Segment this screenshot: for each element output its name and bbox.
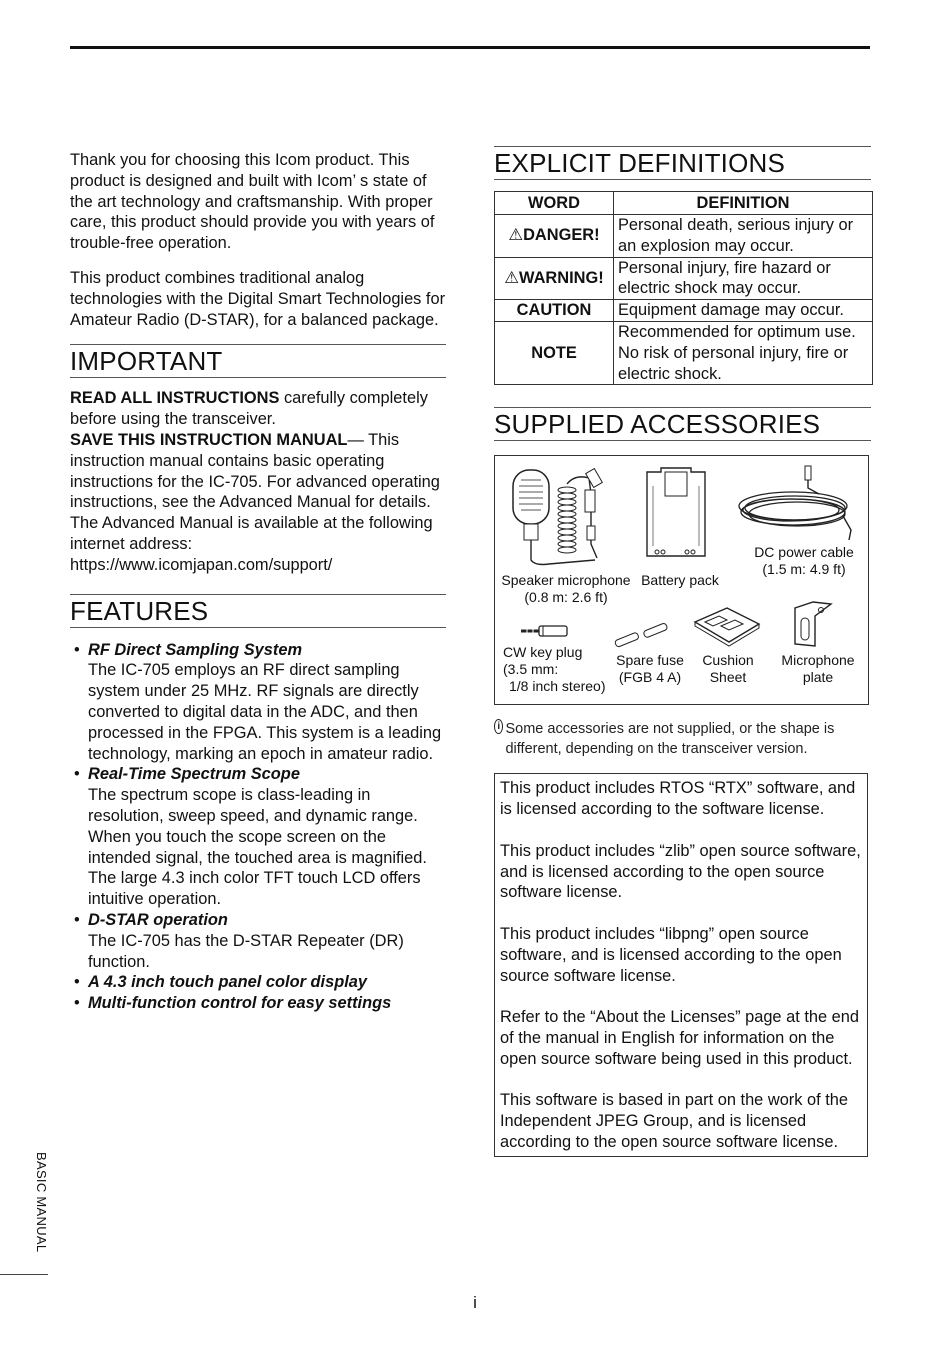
microphone-plate-name: Microphone: [781, 652, 855, 669]
accessories-title: SUPPLIED ACCESSORIES: [494, 407, 871, 441]
feature-item: [70, 993, 446, 1014]
definitions-table: [494, 191, 873, 385]
word-cell: [495, 321, 614, 384]
definition-cell: Personal death, serious injury or an explosion may occur.: [614, 215, 873, 258]
word-cell: [495, 215, 614, 258]
cw-key-plug-spec-2: 1/8 inch stereo): [509, 678, 606, 695]
intro-paragraph-1: Thank you for choosing this Icom product. This product is designed and built with Icom’ s state of the art technology and craftsmanship. With proper care, this product should provide you with years of trouble-free operation.: [70, 151, 435, 253]
feature-item: [70, 764, 446, 910]
feature-title: • D-STAR operation: [88, 910, 228, 929]
cushion-sheet-icon: [691, 604, 763, 648]
cw-key-plug-spec-1: (3.5 mm:: [503, 661, 559, 678]
save-manual-text: — This instruction manual contains basic operating instructions for the IC-705. For advanced operating instructions, see the Advanced Manual for details.: [70, 430, 440, 512]
support-url: https://www.icomjapan.com/support/: [70, 555, 333, 574]
speaker-microphone-icon: [505, 464, 625, 570]
intro-paragraph-2: This product combines traditional analog technologies with the Digital Smart Technologies for Amateur Radio (D-STAR), for a balanced package.: [70, 268, 446, 329]
feature-item: [70, 910, 446, 972]
dc-power-cable-length: (1.5 m: 4.9 ft): [762, 561, 846, 578]
feature-item: [70, 640, 446, 765]
word-label: CAUTION: [516, 301, 592, 320]
cushion-sheet-name: Cushion: [702, 652, 754, 669]
table-header-row: [495, 192, 873, 215]
advanced-manual-text: The Advanced Manual is available at the following internet address:: [70, 514, 433, 553]
spare-fuse-label: [607, 652, 693, 686]
warning-triangle-icon: ⚠: [504, 268, 519, 287]
definition-cell: Recommended for optimum use. No risk of personal injury, fire or electric shock.: [614, 321, 873, 384]
license-zlib: This product includes “zlib” open source software, and is licensed according to the open source software license.: [500, 841, 861, 902]
features-list: [70, 640, 446, 1014]
side-rule: [0, 1274, 48, 1275]
word-cell: [495, 257, 614, 300]
table-row: [495, 300, 873, 322]
info-icon: i: [494, 719, 503, 734]
spare-fuse-icon: [613, 622, 675, 652]
battery-pack-label: Battery pack: [641, 572, 719, 589]
feature-text: The IC-705 employs an RF direct sampling system under 25 MHz. RF signals are directly converted to digital data in the ADC, and then processed in the FPGA. This system is a leading technology, marking an epoch in amateur radio.: [88, 661, 442, 763]
feature-text: The spectrum scope is class-leading in resolution, sweep speed, and dynamic range. When you touch the scope screen on the intended signal, the touched area is magnified. The large 4.3 inch color TFT touch LCD offers intuitive operation.: [88, 786, 427, 909]
word-label: NOTE: [531, 343, 577, 362]
word-label: DANGER!: [523, 226, 600, 245]
top-rule: [70, 46, 870, 49]
license-box: [494, 773, 868, 1156]
feature-text: The IC-705 has the D-STAR Repeater (DR) function.: [88, 931, 404, 971]
speaker-microphone-label: [497, 572, 635, 606]
features-title: FEATURES: [70, 594, 446, 628]
features-section: [70, 594, 446, 1014]
dc-power-cable-icon: [733, 464, 857, 544]
important-section: [70, 344, 446, 575]
side-label-text: BASIC MANUAL: [34, 1152, 49, 1253]
microphone-plate-label: [775, 652, 861, 686]
table-row: [495, 215, 873, 258]
feature-title: • RF Direct Sampling System: [88, 640, 303, 659]
left-column: [70, 150, 446, 1014]
right-column: [494, 146, 871, 1157]
side-label: [33, 1152, 49, 1270]
important-body: [70, 388, 446, 575]
cushion-sheet-name-2: Sheet: [709, 669, 747, 686]
table-row: [495, 321, 873, 384]
definition-cell: Equipment damage may occur.: [614, 300, 873, 322]
save-manual: [70, 430, 446, 513]
speaker-microphone-length: (0.8 m: 2.6 ft): [524, 589, 608, 606]
important-title: IMPORTANT: [70, 344, 446, 378]
dc-power-cable-name: DC power cable: [754, 544, 854, 561]
license-jpeg: This software is based in part on the work of the Independent JPEG Group, and is licensed according to the open source software license.: [500, 1091, 849, 1151]
cw-key-plug-icon: [519, 622, 569, 640]
table-row: [495, 257, 873, 300]
feature-title: • Multi-function control for easy settings: [88, 994, 392, 1013]
license-libpng: This product includes “libpng” open source software, and is licensed according to the open source software license.: [500, 924, 842, 985]
word-label: WARNING!: [519, 268, 604, 287]
feature-title: • Real-Time Spectrum Scope: [88, 765, 300, 784]
feature-item: [70, 972, 446, 993]
speaker-microphone-name: Speaker microphone: [501, 572, 631, 589]
header-word: WORD: [495, 192, 614, 215]
definitions-title: EXPLICIT DEFINITIONS: [494, 146, 871, 180]
license-about: Refer to the “About the Licenses” page at the end of the manual in English for information on the open source software being used in this product.: [500, 1008, 860, 1068]
read-instructions: [70, 388, 446, 430]
accessories-note: [494, 719, 871, 759]
accessories-note-text: Some accessories are not supplied, or the shape is different, depending on the transceiver version.: [505, 721, 835, 758]
read-instructions-text: carefully completely before using the transceiver.: [70, 389, 428, 429]
definition-cell: Personal injury, fire hazard or electric shock may occur.: [614, 257, 873, 300]
license-rtx: This product includes RTOS “RTX” software, and is licensed according to the software license.: [500, 779, 856, 819]
header-definition: DEFINITION: [614, 192, 873, 215]
feature-title: • A 4.3 inch touch panel color display: [88, 973, 368, 992]
battery-pack-icon: [643, 466, 709, 562]
microphone-plate-name-2: plate: [802, 669, 834, 686]
warning-triangle-icon: ⚠: [508, 226, 524, 245]
cw-key-plug-name: CW key plug: [503, 644, 583, 661]
save-manual-bold: SAVE THIS INSTRUCTION MANUAL: [70, 430, 348, 449]
dc-power-cable-label: [739, 544, 869, 578]
spare-fuse-spec: (FGB 4 A): [618, 669, 682, 686]
microphone-plate-icon: [791, 598, 837, 650]
page-number: i: [473, 1293, 477, 1312]
word-cell: [495, 300, 614, 322]
read-instructions-bold: READ ALL INSTRUCTIONS: [70, 389, 280, 408]
cushion-sheet-label: [691, 652, 765, 686]
accessories-box: [494, 455, 869, 705]
cw-key-plug-label: [503, 644, 613, 695]
spare-fuse-name: Spare fuse: [616, 652, 684, 669]
